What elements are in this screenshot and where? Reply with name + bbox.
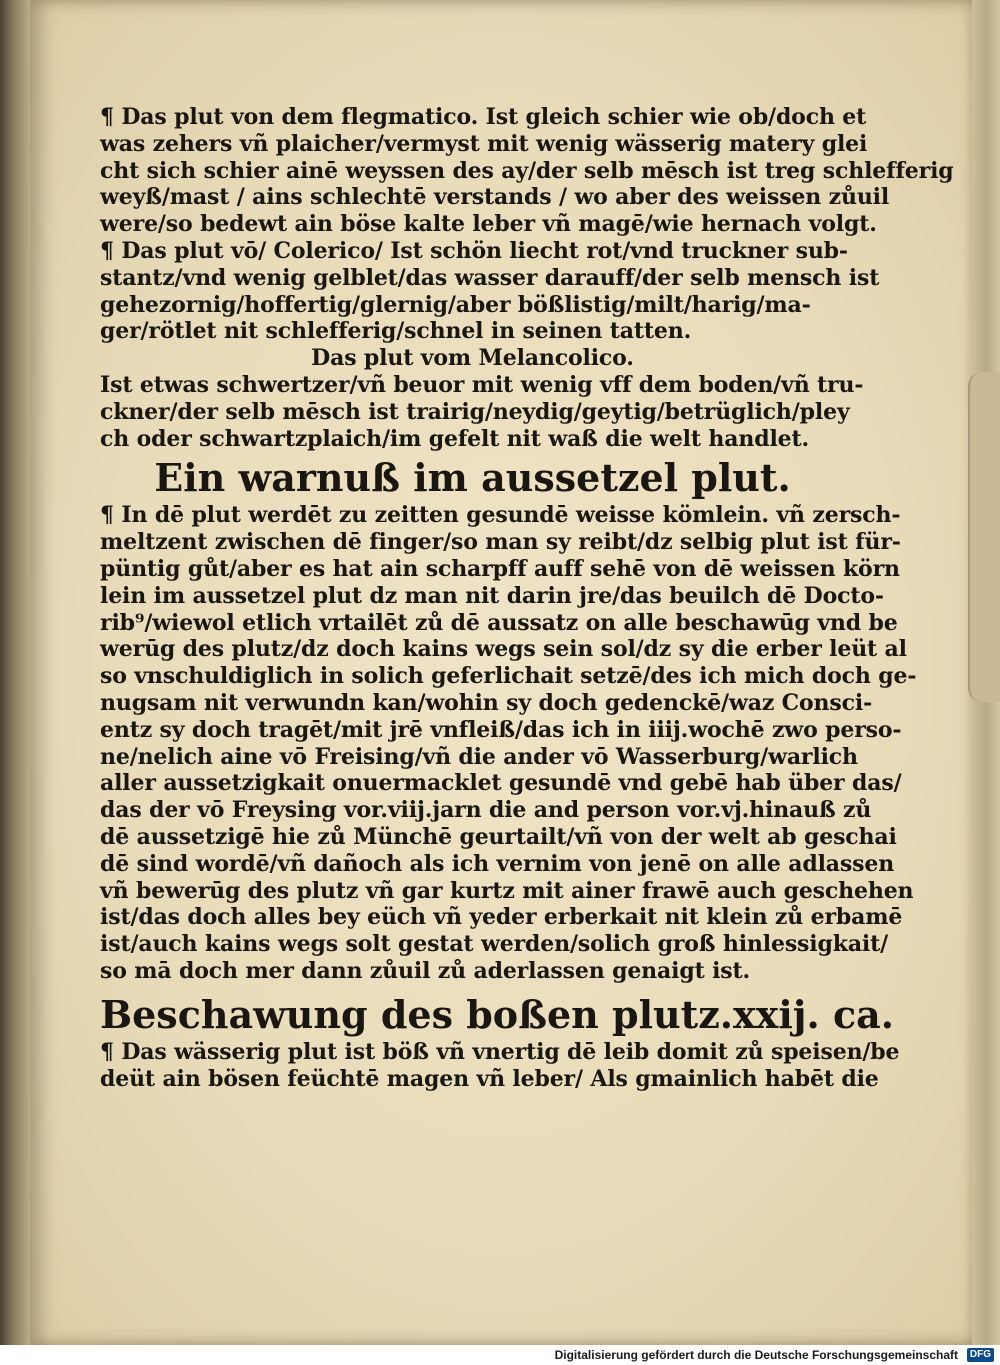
paragraph-mark-icon: ¶ <box>100 1038 122 1065</box>
text-line: rib⁹/wiewol etlich vrtailēt zů dē aussatz on alle beschawūg vnd be <box>100 609 898 636</box>
text-line: was zehers vñ plaicher/vermyst mit wenig wässerig matery glei <box>100 130 868 157</box>
text-line: were/so bedewt ain böse kalte leber vñ magē/wie hernach volgt. <box>100 211 877 238</box>
text-line: lein im aussetzel plut dz man nit darin jre/das beuilch dē Docto- <box>100 582 884 609</box>
paragraph-mark-icon: ¶ <box>100 237 122 264</box>
text-line: gehezornig/hoffertig/glernig/aber bößlistig/milt/harig/ma- <box>100 291 811 318</box>
text-line: so mā doch mer dann zůuil zů aderlassen genaigt ist. <box>100 957 751 984</box>
text-line: dē sind wordē/vñ dañoch als ich vernim von jenē on alle adlassen <box>100 850 895 877</box>
text-line: werūg des plutz/dz doch kains wegs sein sol/dz sy die erber leüt al <box>100 636 907 663</box>
text-line: cht sich schier ainē weyssen des ay/der selb mēsch ist treg schlefferig <box>100 157 954 184</box>
text-line: vñ bewerūg des plutz vñ gar kurtz mit ainer frawē auch geschehen <box>100 877 914 904</box>
text-line: ger/rötlet nit schlefferig/schnel in seinen tatten. <box>100 318 692 345</box>
text-line: ist/auch kains wegs solt gestat werden/solich groß hinlessigkait/ <box>100 931 889 958</box>
dfg-logo-icon: DFG <box>967 1348 994 1362</box>
subheading-melancolico: Das plut vom Melancolico. <box>311 345 634 372</box>
section-heading-warnung: Ein warnuß im aussetzel plut. <box>154 455 791 501</box>
paragraph-aussetzel <box>100 502 917 984</box>
paragraph-mark-icon: ¶ <box>100 502 122 529</box>
text-line: dē aussetzigē hie zů Münchē geurtailt/vñ von der welt ab geschai <box>100 823 897 850</box>
book-spine-edge <box>0 0 34 1365</box>
text-line: ist/das doch alles bey eüch vñ yeder erberkait nit klein zů erbamē <box>100 904 903 931</box>
text-line: meltzent zwischen dē finger/so man sy reibt/dz selbig plut ist für- <box>100 529 901 556</box>
paragraph-mark-icon: ¶ <box>100 104 122 130</box>
text-line: ¶ Das plut vō/ Colerico/ Ist schön liecht rot/vnd truckner sub- <box>100 237 848 264</box>
text-line: deüt ain bösen feüchtē magen vñ leber/ Als gmainlich habēt die <box>100 1065 879 1092</box>
text-line: so vnschuldiglich in solich geferlichait setzē/des ich mich doch ge- <box>100 663 917 690</box>
text-line: das der vō Freysing vor.viij.jarn die and person vor.vj.hinauß zů <box>100 797 872 824</box>
text-block <box>100 104 954 1092</box>
paragraph-wasserig <box>100 1038 900 1093</box>
text-line: aller aussetzigkait onuermacklet gesundē vnd gebē hab über das/ <box>100 770 902 797</box>
text-line: ckner/der selb mēsch ist trairig/neydig/geytig/betrüglich/pley <box>100 398 850 425</box>
text-line: nugsam nit verwundn kan/wohin sy doch gedenckē/waz Consci- <box>100 689 873 716</box>
section-heading-beschawung: Beschawung des boßen plutz.xxij. ca. <box>100 991 894 1037</box>
text-line: ne/nelich aine vō Freising/vñ die ander vō Wasserburg/warlich <box>100 743 858 770</box>
text-line: Ist etwas schwertzer/vñ beuor mit wenig vff dem boden/vñ tru- <box>100 371 864 398</box>
footer-credit: Digitalisierung gefördert durch die Deutsche Forschungsgemeinschaft <box>554 1348 958 1362</box>
text-line: ¶ Das plut von dem flegmatico. Ist gleich schier wie ob/doch et <box>100 104 867 130</box>
page-tab-notch <box>968 372 1000 702</box>
text-line: entz sy doch tragēt/mit jrē vnfleiß/das ich in iiij.wochē zwo perso- <box>100 716 902 743</box>
text-line: ¶ In dē plut werdēt zu zeitten gesundē weisse kömlein. vñ zersch- <box>100 502 901 529</box>
paragraph-flegmatico <box>100 104 954 238</box>
digitization-footer <box>0 1345 1000 1365</box>
paragraph-melancolico <box>100 371 864 452</box>
text-line: stantz/vnd wenig gelblet/das wasser darauff/der selb mensch ist <box>100 264 880 291</box>
text-line: ¶ Das wässerig plut ist böß vñ vnertig dē leib domit zů speisen/be <box>100 1038 900 1065</box>
text-line: püntig gůt/aber es hat ain scharpff auff sehē von dē weissen körn <box>100 555 900 582</box>
paragraph-colerico <box>100 237 880 345</box>
text-line: weyß/mast / ains schlechtē verstands / wo aber des weissen zůuil <box>100 184 890 211</box>
text-line: ch oder schwartzplaich/im gefelt nit waß die welt handlet. <box>100 425 810 452</box>
